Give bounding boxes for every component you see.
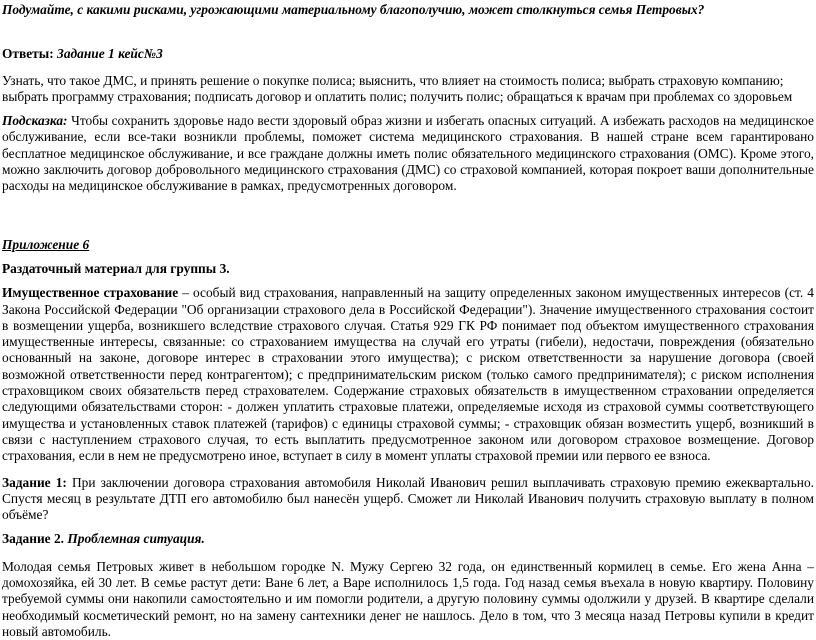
task1-text: При заключении договора страхования автомобиля Николай Иванович решил выплачивать страховую премию ежеквартально. Спустя месяц в результате ДТП его автомобилю был нанесён ущерб. Сможет ли Николай Иванович получить страховую выплату в полном объёме? <box>2 474 815 523</box>
document-page <box>2 0 814 640</box>
insurance-paragraph <box>2 285 814 464</box>
question-heading: Подумайте, с какими рисками, угрожающими материальному благополучию, может столкнуться семья Петровых? <box>2 2 705 17</box>
handout-title: Раздаточный материал для группы 3. <box>2 260 230 276</box>
tasks-paragraph: Узнать, что такое ДМС, и принять решение о покупке полиса; выяснить, что влияет на стоимость полиса; выбрать страховую компанию; выбрать программу страхования; подписать договор и оплатить полис; получить полис; обращаться к врачам при проблемах со здоровьем <box>2 72 793 104</box>
answers-heading <box>2 46 814 62</box>
task1-paragraph <box>2 475 814 524</box>
answers-label: Ответы: <box>2 46 54 62</box>
task2-subtitle: Проблемная ситуация. <box>67 531 205 547</box>
story-paragraph: Молодая семья Петровых живет в небольшом городке N. Мужу Сергею 32 года, он единственный кормилец в семье. Его жена Анна – домохозяйка, ей 30 лет. В семье растут дети: Ване 6 лет, а Варе исполнилось 1,5 года. Год назад семья въехала в новую квартиру. Половину требуемой суммы они накопили самостоятельно и им помогли родители, а другую половину суммы одолжили у друзей. В квартире сделали необходимый косметический ремонт, но на замену сантехники денег не нашлось. Дело в том, что 3 месяца назад Петровы купили в кредит новый автомобиль. <box>2 558 814 639</box>
hint-label: Подсказка: <box>2 113 68 129</box>
hint-paragraph <box>2 113 814 194</box>
insurance-text: – особый вид страхования, направленный на защиту определенных законом имущественных интересов (ст. 4 Закона Российской Федерации "Об организации страхового дела в Российской Федерации"). Значение имущественного страхования состоит в возмещении ущерба, возникшего вследствие страхового случая. Статья 929 ГК РФ понимает под объектом имущественного страхования имущественные интересы, связанные: со страхованием имущества на случай его утраты (гибели), недостачи, повреждения (обязательно основанный на законе, договоре интерес в страховании этого имущества); с риском ответственности за нарушение договора (своей возможной ответственности перед контрагентом); с предпринимательским риском (только самого предпринимателя); с риском исполнения страховщиком своих обязательств перед страхователем. Содержание страховых обязательств в имущественном страховании определяется следующими обязательствами сторон: - должен уплатить страховые платежи, определяемые исходя из страховой суммы соответствующего имущества и установленных ставок платежей (тарифов) с единицы страховой суммы; - страховщик обязан возместить ущерб, возникший в связи с наступлением страхового случая, то есть выплатить предусмотренное законом или договором страховое возмещение. Договор страхования, если в нем не предусмотрено иное, вступает в силу в момент уплаты страховой премии или первого ее взноса. <box>2 285 815 464</box>
hint-text: Чтобы сохранить здоровье надо вести здоровый образ жизни и избегать опасных ситуаций. А избежать расходов на медицинское обслуживание, если все-таки возникли проблемы, поможет система медицинского страхования. В нашей стране всем гарантировано бесплатное медицинское обслуживание, и все граждане должны иметь полис обязательного медицинского страхования (ОМС). Кроме этого, можно заключить договор добровольного медицинского страхования (ДМС) со страховой компанией, которая покроет ваши дополнительные расходы на медицинское обслуживание в рамках, предусмотренных договором. <box>2 113 814 194</box>
task2-heading <box>2 531 814 547</box>
task1-label: Задание 1: <box>2 474 67 490</box>
answers-task: Задание 1 кейс№3 <box>57 46 163 62</box>
appendix-title: Приложение 6 <box>2 236 90 252</box>
task2-label: Задание 2. <box>2 531 64 547</box>
insurance-term: Имущественное страхование <box>2 285 179 301</box>
